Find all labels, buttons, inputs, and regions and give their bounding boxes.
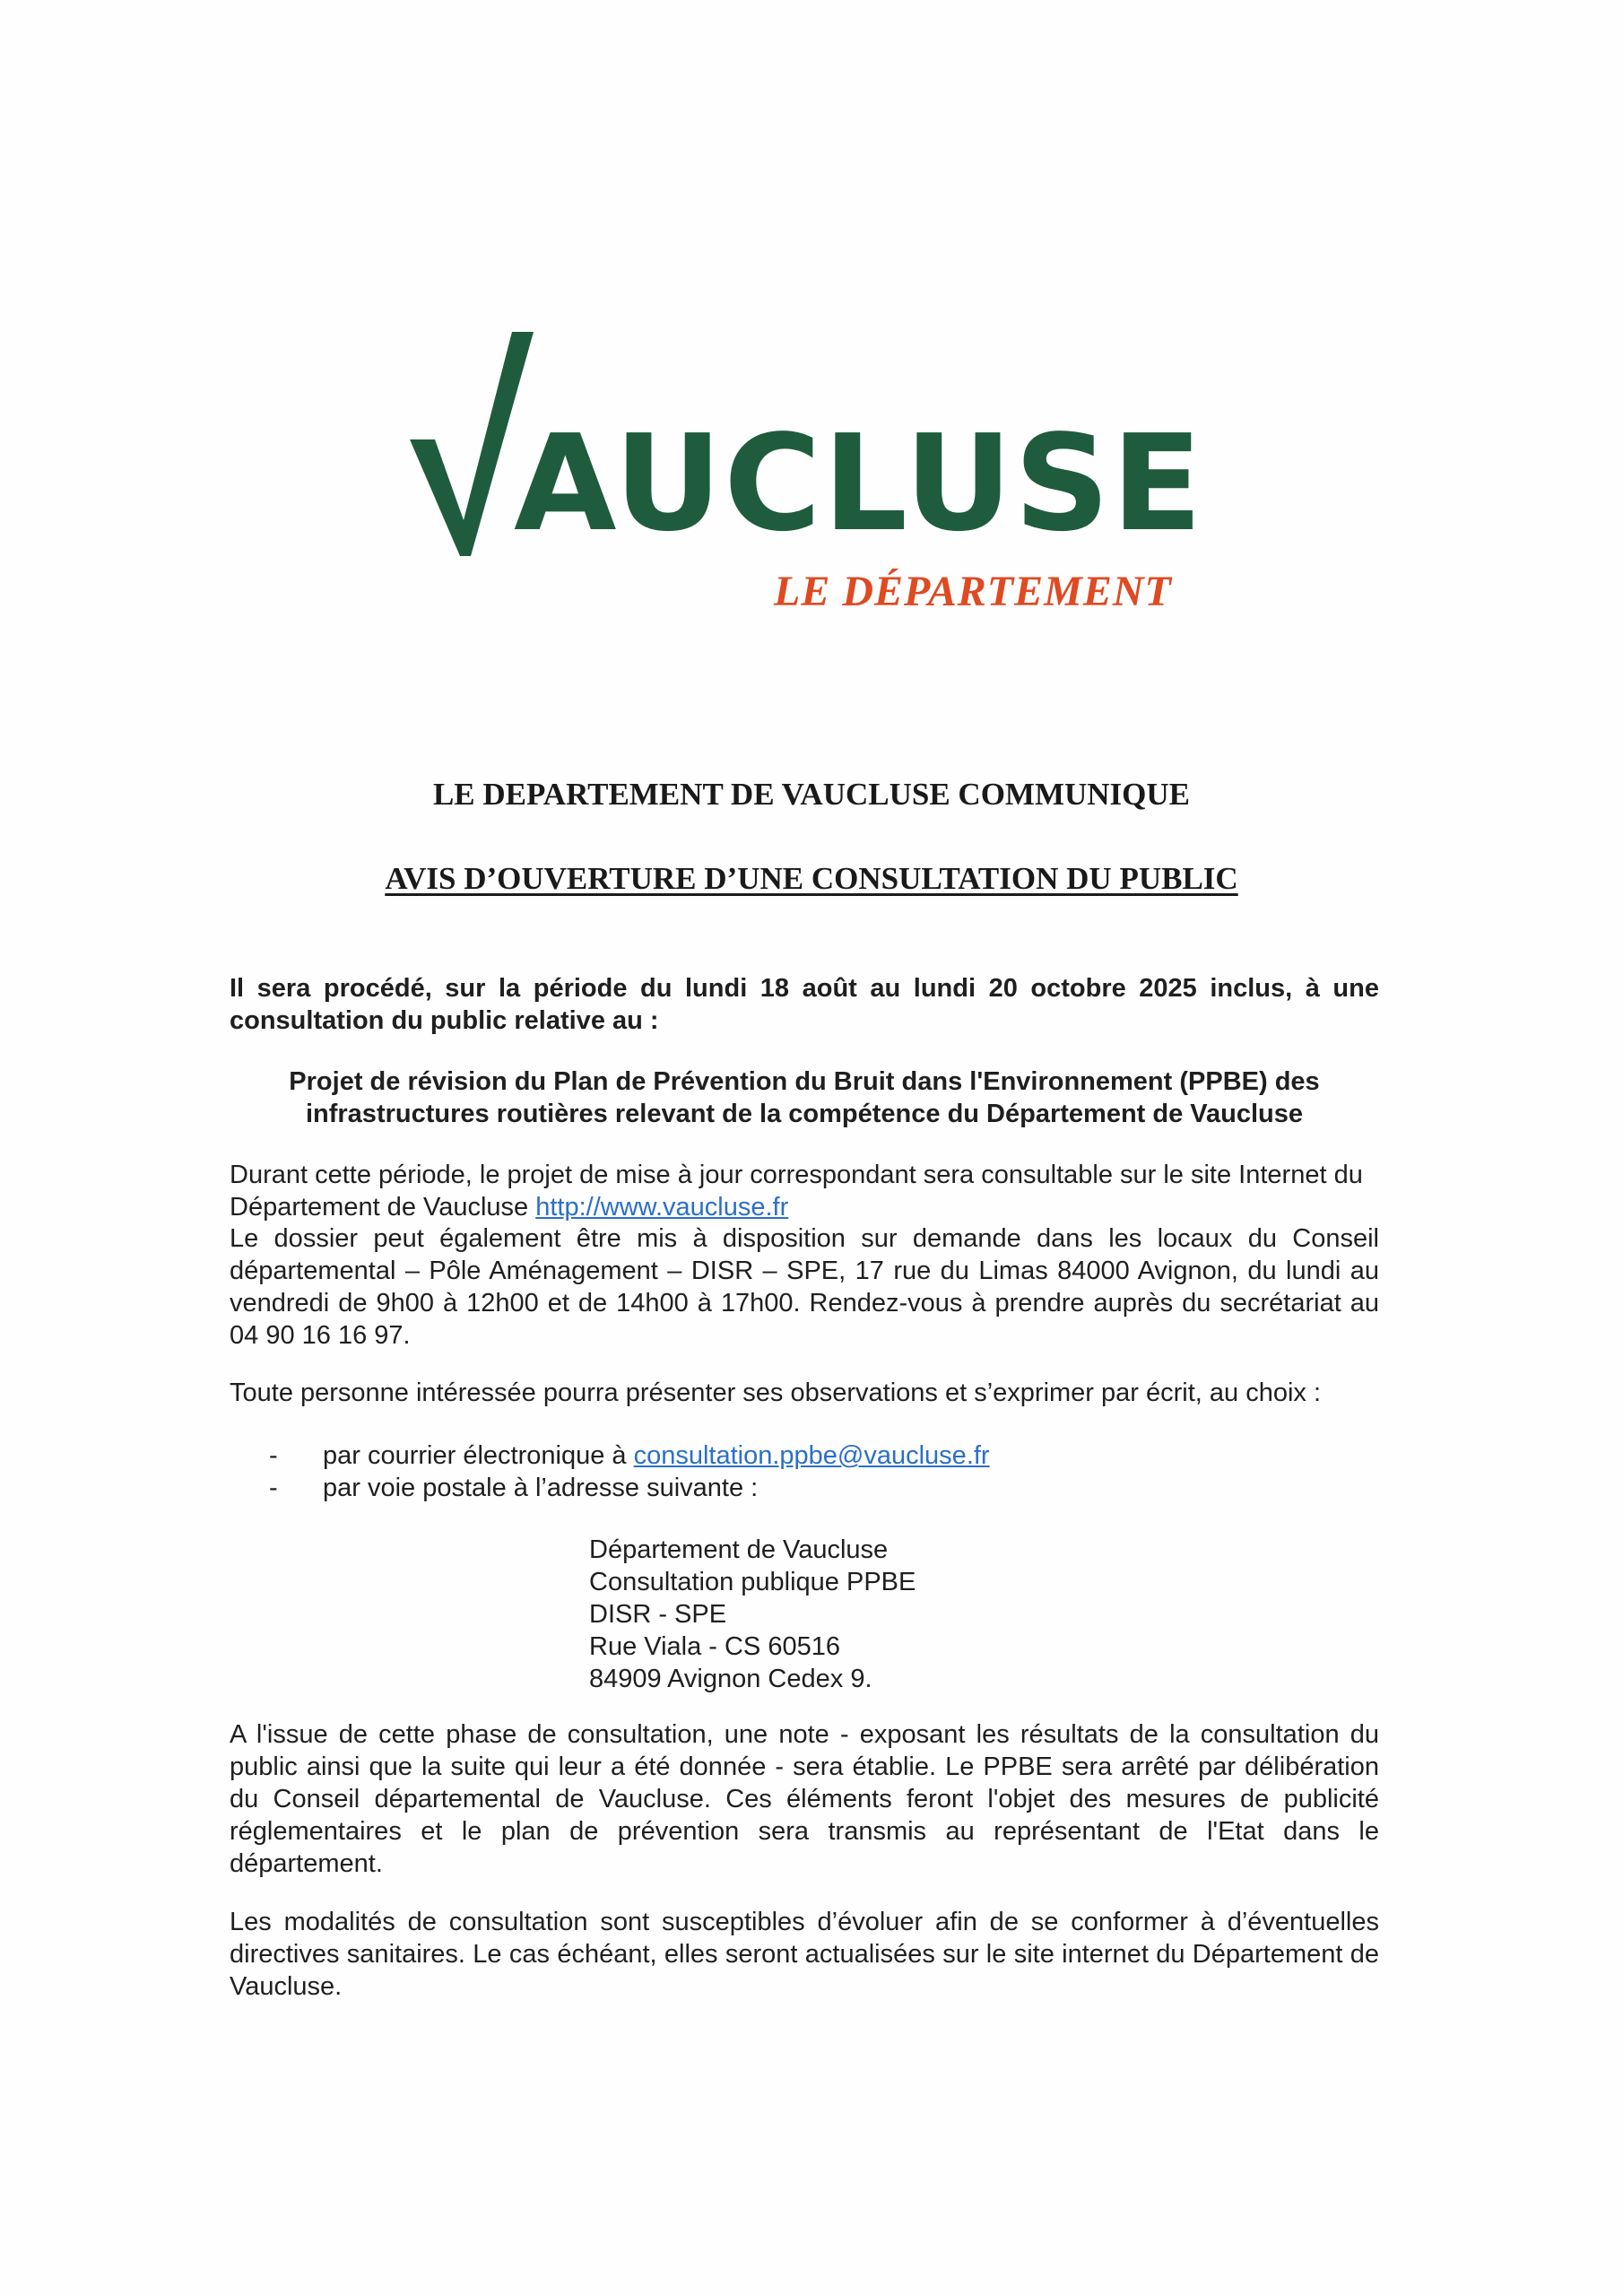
email-method-text: par courrier électronique à [323, 1441, 634, 1470]
address-line: Département de Vaucluse [589, 1535, 889, 1564]
postal-method-text: par voie postale à l’adresse suivante : [323, 1474, 759, 1502]
list-bullet: - [269, 1441, 278, 1470]
website-link[interactable]: http://www.vaucluse.fr [535, 1193, 789, 1222]
list-item [269, 1439, 990, 1472]
address-line: 84909 Avignon Cedex 9. [589, 1665, 872, 1693]
list-bullet: - [269, 1474, 278, 1502]
email-link[interactable]: consultation.ppbe@vaucluse.fr [633, 1441, 990, 1470]
address-line: Consultation publique PPBE [589, 1568, 916, 1596]
submission-methods-list [269, 1439, 990, 1504]
consultation-website-paragraph [230, 1159, 1379, 1223]
address-line: Rue Viala - CS 60516 [589, 1632, 840, 1661]
list-item [269, 1472, 990, 1504]
project-title [230, 1065, 1379, 1130]
outcome-paragraph: A l'issue de cette phase de consultation, une note - exposant les résultats de la consultation du public ainsi que la suite qui leur a été donnée - sera établie. Le PPBE sera arrêté par délibération du Conseil départemental de Vaucluse. Ces éléments feront l'objet des mesures de publicité réglementaires et le plan de prévention sera transmis au représentant de l'Etat dans le département. [230, 1720, 1379, 1878]
intro-paragraph: Il sera procédé, sur la période du lundi 18 août au lundi 20 octobre 2025 inclus, à une consultation du public relative au : [230, 974, 1379, 1035]
subheading-text: AVIS D’OUVERTURE D’UNE CONSULTATION DU PUBLIC [385, 861, 1238, 896]
observations-paragraph: Toute personne intéressée pourra présenter ses observations et s’exprimer par écrit, au choix : [230, 1378, 1322, 1407]
page-subheading [0, 861, 1623, 897]
vaucluse-logo [408, 332, 1215, 619]
website-text: Durant cette période, le projet de mise à jour correspondant sera consultable sur le site Internet du Département de Vaucluse [230, 1161, 1363, 1222]
logo-wordmark: AUCLUSE [514, 406, 1204, 561]
modalities-paragraph: Les modalités de consultation sont susceptibles d’évoluer afin de se conformer à d’éventuelles directives sanitaires. Le cas échéant, elles seront actualisées sur le site internet du Département de Vaucluse. [230, 1908, 1379, 2001]
postal-address [589, 1534, 916, 1695]
address-line: DISR - SPE [589, 1600, 727, 1629]
project-title-line-1: Projet de révision du Plan de Prévention du Bruit dans l'Environnement (PPBE) des [289, 1067, 1320, 1096]
logo-subtitle: LE DÉPARTEMENT [774, 568, 1172, 615]
dossier-paragraph: Le dossier peut également être mis à disposition sur demande dans les locaux du Conseil départemental – Pôle Aménagement – DISR – SPE, 17 rue du Limas 84000 Avignon, du lundi au vendredi de 9h00 à 12h00 et de 14h00 à 17h00. Rendez-vous à prendre auprès du secrétariat au 04 90 16 16 97. [230, 1224, 1379, 1350]
project-title-line-2: infrastructures routières relevant de la compétence du Département de Vaucluse [305, 1100, 1304, 1128]
page-heading: LE DEPARTEMENT DE VAUCLUSE COMMUNIQUE [432, 777, 1191, 812]
